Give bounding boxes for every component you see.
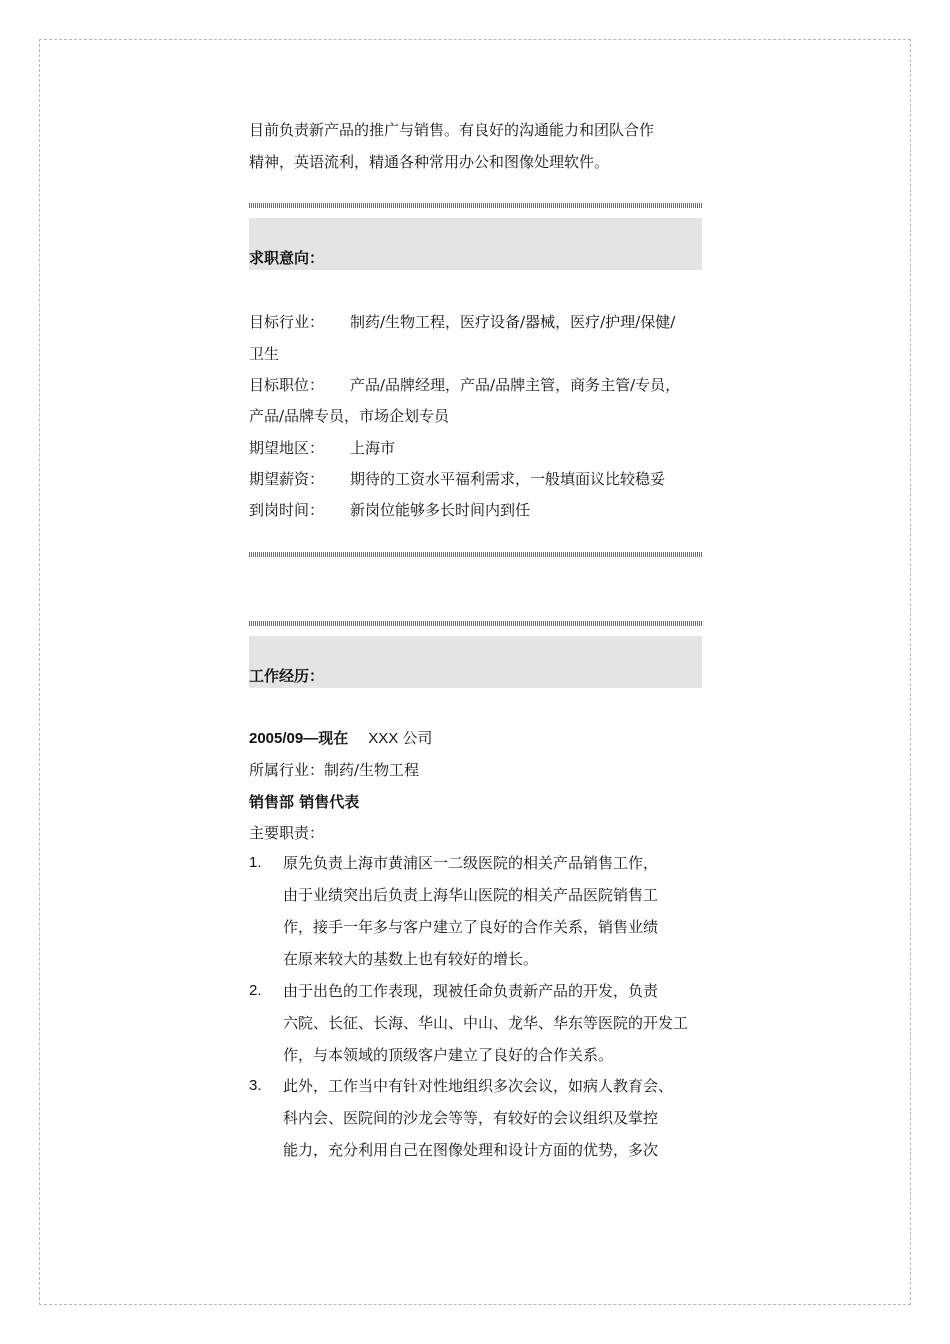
duty-1-line-1: 原先负责上海市黄浦区一二级医院的相关产品销售工作， [283,854,659,872]
job-period-company [249,730,702,748]
duty-1-line-2: 由于业绩突出后负责上海华山医院的相关产品医院销售工 [283,886,659,904]
duty-3-line-3: 能力，充分利用自己在图像处理和设计方面的优势，多次 [283,1141,659,1159]
field-value-position-cont: 产品/品牌专员，市场企划专员 [249,407,450,425]
intro-line-1: 目前负责新产品的推广与销售。有良好的沟通能力和团队合作 [249,121,655,139]
field-label-region: 期望地区： [249,439,325,457]
job-company: XXX 公司 [368,730,433,747]
job-intention-header [249,218,702,270]
job-industry: 所属行业：制药/生物工程 [249,761,420,779]
section-divider [249,203,702,208]
field-label-start-time: 到岗时间： [249,501,325,519]
intro-line-2: 精神，英语流利，精通各种常用办公和图像处理软件。 [249,153,610,171]
duty-1-line-4: 在原来较大的基数上也有较好的增长。 [283,950,539,968]
section-divider [249,621,702,626]
field-value-region: 上海市 [350,439,396,457]
work-experience-title: 工作经历： [249,667,325,685]
duty-number: 2. [249,982,262,999]
duty-number: 3. [249,1077,262,1094]
field-label-industry: 目标行业： [249,313,325,331]
duty-2-line-3: 作，与本领域的顶级客户建立了良好的合作关系。 [283,1046,614,1064]
job-intention-title: 求职意向： [249,249,325,267]
job-period: 2005/09—现在 [249,730,349,747]
job-position: 销售部 销售代表 [249,793,360,811]
duty-2-line-1: 由于出色的工作表现，现被任命负责新产品的开发，负责 [283,982,659,1000]
section-divider [249,552,702,557]
duty-number: 1. [249,854,262,871]
duty-1-line-3: 作，接手一年多与客户建立了良好的合作关系，销售业绩 [283,918,659,936]
duties-label: 主要职责： [249,824,325,842]
duty-3-line-2: 科内会、医院间的沙龙会等等，有较好的会议组织及掌控 [283,1109,659,1127]
field-value-industry-cont: 卫生 [249,345,280,363]
field-label-position: 目标职位： [249,376,325,394]
duty-2-line-2: 六院、长征、长海、华山、中山、龙华、华东等医院的开发工 [283,1014,689,1032]
field-value-salary: 期待的工资水平福利需求，一般填面议比较稳妥 [350,470,666,488]
field-value-industry: 制药/生物工程，医疗设备/器械，医疗/护理/保健/ [350,313,676,331]
field-value-position: 产品/品牌经理，产品/品牌主管，商务主管/专员， [350,376,681,394]
work-experience-header [249,636,702,688]
duty-3-line-1: 此外，工作当中有针对性地组织多次会议，如病人教育会、 [283,1077,674,1095]
field-label-salary: 期望薪资： [249,470,325,488]
field-value-start-time: 新岗位能够多长时间内到任 [350,501,531,519]
